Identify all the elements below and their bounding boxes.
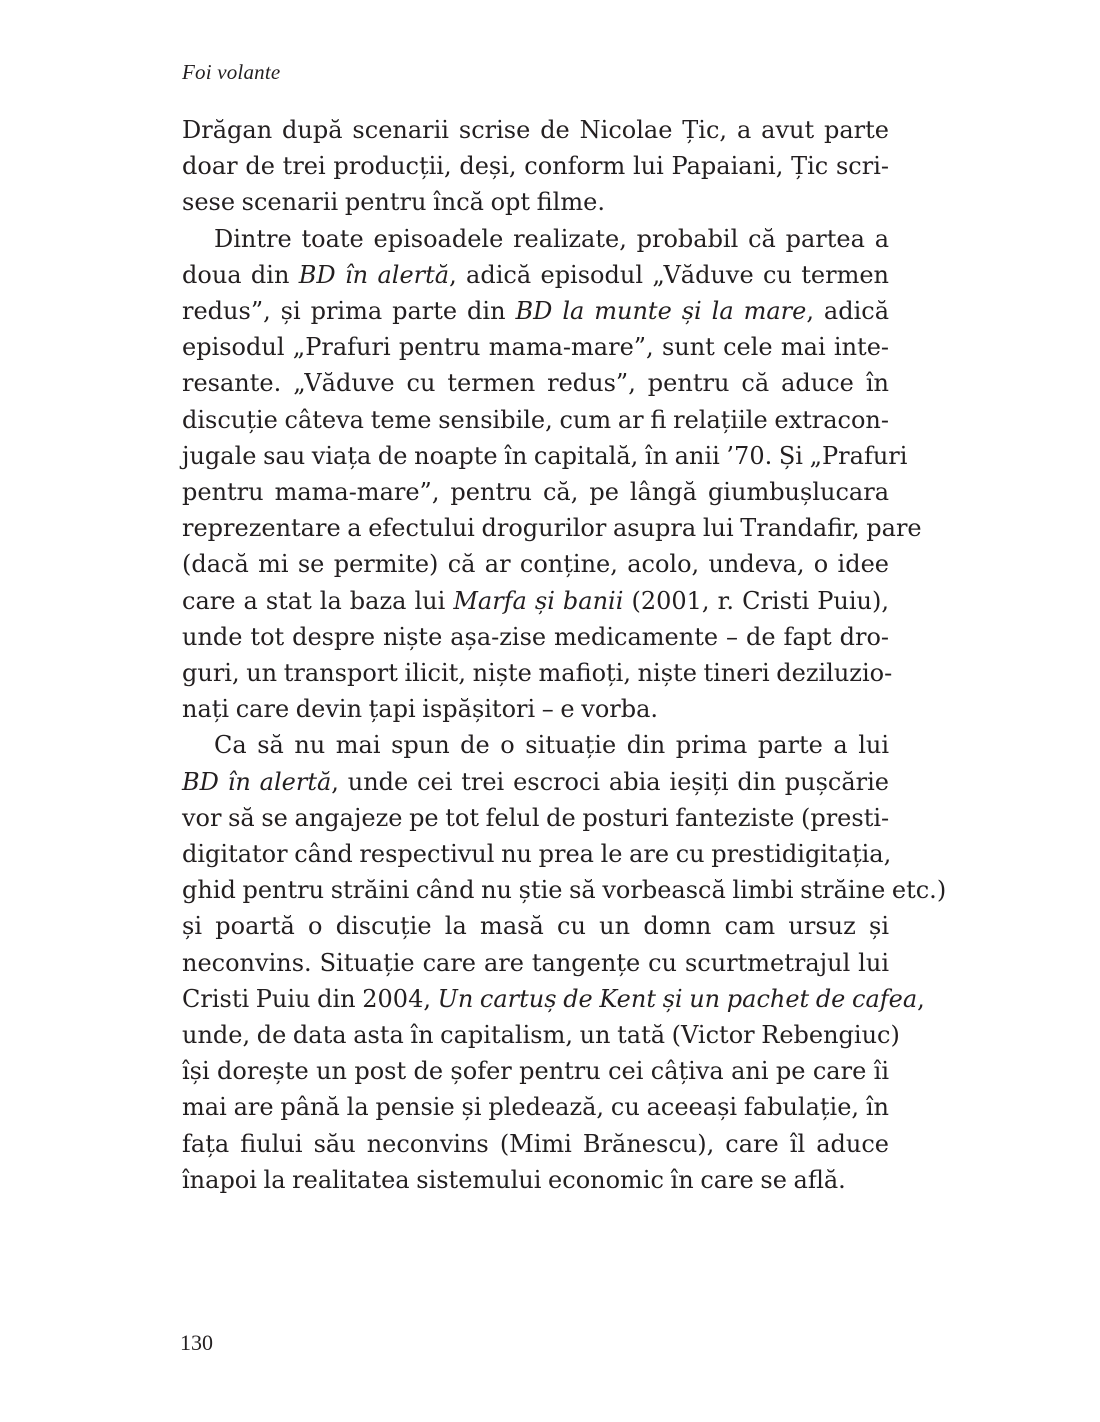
- text-line: Dintre toate episoadele realizate, probabil că partea a: [214, 224, 889, 253]
- text-line: doua din BD în alertă, adică episodul „Văduve cu termen: [182, 260, 889, 289]
- text-line: pentru mama-mare”, pentru că, pe lângă giumbușlucara: [182, 478, 889, 507]
- paragraph: [182, 727, 947, 1198]
- text-line: discuție câteva teme sensibile, cum ar fi relațiile extracon-: [182, 405, 889, 434]
- italic-title: Un cartuș de Kent și un pachet de cafea: [437, 984, 918, 1013]
- italic-title: BD în alertă: [182, 767, 332, 796]
- italic-title: Marfa și banii: [453, 586, 624, 615]
- text-line: nați care devin țapi ispășitori – e vorba.: [182, 695, 659, 724]
- text-line: neconvins. Situație care are tangențe cu scurtmetrajul lui: [182, 948, 889, 977]
- text-line: unde tot despre niște așa-zise medicamente – de fapt dro-: [182, 622, 889, 651]
- text-line: care a stat la baza lui Marfa și banii (2001, r. Cristi Puiu),: [182, 586, 889, 615]
- text-line: sese scenarii pentru încă opt filme.: [182, 188, 605, 217]
- paragraph: [182, 221, 922, 728]
- text-line: își dorește un post de șofer pentru cei câțiva ani pe care îi: [182, 1057, 889, 1086]
- text-line: Drăgan după scenarii scrise de Nicolae Țic, a avut parte: [182, 116, 889, 144]
- text-line: digitator când respectivul nu prea le are cu prestidigitația,: [182, 840, 892, 869]
- text-line: jugale sau viața de noapte în capitală, în anii ’70. Și „Prafuri: [182, 441, 908, 470]
- text-line: (dacă mi se permite) că ar conține, acolo, undeva, o idee: [182, 550, 889, 579]
- body-text: [182, 112, 947, 1198]
- text-line: unde, de data asta în capitalism, un tată (Victor Rebengiuc): [182, 1021, 900, 1050]
- text-line: episodul „Prafuri pentru mama-mare”, sunt cele mai inte-: [182, 333, 889, 362]
- text-line: fața fiului său neconvins (Mimi Brănescu), care îl aduce: [182, 1129, 889, 1158]
- text-line: Ca să nu mai spun de o situație din prima parte a lui: [214, 731, 889, 760]
- text-line: și poartă o discuție la masă cu un domn cam ursuz și: [182, 912, 889, 941]
- text-line: vor să se angajeze pe tot felul de posturi fanteziste (presti-: [182, 803, 890, 832]
- text-line: doar de trei producții, deși, conform lui Papaiani, Țic scri-: [182, 152, 889, 181]
- text-line: BD în alertă, unde cei trei escroci abia ieșiți din pușcărie: [182, 767, 889, 796]
- text-line: înapoi la realitatea sistemului economic în care se află.: [182, 1165, 846, 1194]
- italic-title: BD în alertă: [298, 260, 450, 289]
- text-line: resante. „Văduve cu termen redus”, pentru că aduce în: [182, 369, 889, 398]
- paragraph: [182, 112, 889, 221]
- running-head: Foi volante: [182, 60, 281, 84]
- page-number: 130: [180, 1330, 213, 1355]
- text-line: reprezentare a efectului drogurilor asupra lui Trandafir, pare: [182, 514, 922, 543]
- italic-title: BD la munte și la mare: [515, 297, 807, 326]
- text-line: ghid pentru străini când nu știe să vorbească limbi străine etc.): [182, 876, 947, 905]
- text-line: redus”, și prima parte din BD la munte și la mare, adică: [182, 297, 889, 326]
- text-line: mai are până la pensie și pledează, cu aceeași fabulație, în: [182, 1093, 889, 1122]
- text-line: guri, un transport ilicit, niște mafioți, niște tineri deziluzio-: [182, 659, 893, 688]
- text-line: Cristi Puiu din 2004, Un cartuș de Kent și un pachet de cafea,: [182, 984, 925, 1013]
